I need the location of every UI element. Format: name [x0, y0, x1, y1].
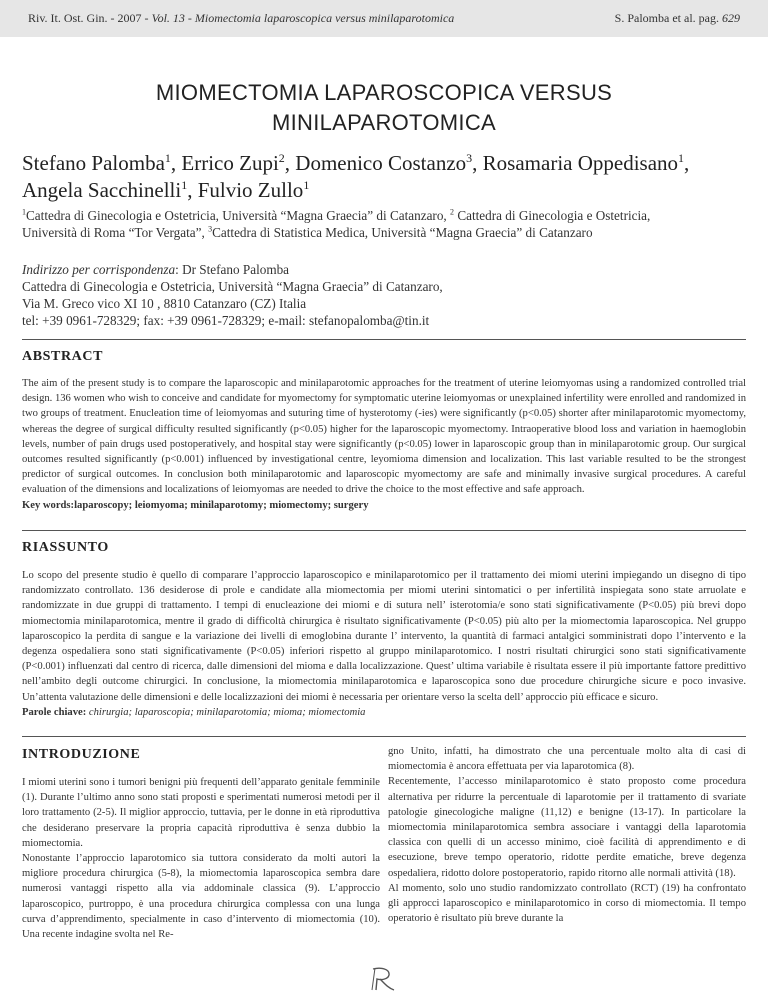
riassunto-keywords: Parole chiave: chirurgia; laparoscopia; minilaparotomia; mioma; miomectomia	[22, 706, 366, 718]
divider	[22, 736, 746, 737]
running-header-left: Riv. It. Ost. Gin. - 2007 - Vol. 13 - Miomectomia laparoscopica versus minilaparotomica	[28, 11, 455, 25]
author-affil-sup: 1	[678, 151, 685, 165]
author-affil-sup: 1	[164, 151, 171, 165]
author-name: Rosamaria Oppedisano	[482, 151, 679, 175]
author-affil-sup: 2	[278, 151, 285, 165]
author-list: Stefano Palomba$^1$, Errico Zupi$^2$, Domenico Costanzo$^3$, Rosamaria Oppedisano$^1$, Angela Sacchinelli$^1$, Fulvio Zullo$^1$	[22, 151, 690, 202]
abstract-heading: ABSTRACT	[22, 349, 104, 364]
running-header	[0, 0, 768, 37]
author-affil-sup: 3	[466, 151, 473, 165]
author-name: Fulvio Zullo	[197, 178, 304, 202]
correspondence-address: Indirizzo per corrispondenza: Dr Stefano Palomba Cattedra di Ginecologia e Ostetricia, Università “Magna Graecia” di Catanzaro, Via M. Greco vico XI 10 , 8810 Catanzaro (CZ) Italia tel: +39 0961-728329; fax: +39 0961-728329; e-mail: stefanopalomba@tin.it	[22, 262, 443, 328]
author-name: Angela Sacchinelli	[22, 178, 182, 202]
affiliations: $^1$Cattedra di Ginecologia e Ostetricia, Università “Magna Graecia” di Catanzaro, $^2$ Cattedra di Ginecologia e Ostetricia, Università di Roma “Tor Vergata”, $^3$Cattedra di Statistica Medica, Università “Magna Graecia” di Catanzaro	[22, 207, 651, 240]
author-name: Errico Zupi	[181, 151, 279, 175]
author-affil-sup: 1	[303, 178, 310, 192]
divider	[22, 339, 746, 340]
page-number: 629	[722, 11, 740, 25]
journal-logo-icon	[363, 966, 403, 992]
riassunto-heading: RIASSUNTO	[22, 540, 109, 555]
author-name: Domenico Costanzo	[295, 151, 467, 175]
intro-right-column: gno Unito, infatti, ha dimostrato che una percentuale molto alta di casi di miomectomia è ancora effettuata per via laparotomica (8). Recentemente, l’accesso minilaparotomico è stato proposto come procedura alternativa per ridurre la percentuale di laparotomie per il trattamento di svariate patologie ginecologiche maligne (11,12) e benigne (13-17). In particolare la miomectomia minilaparotomica sembra associare i vantaggi della laparotomia classica con quelli di un accesso minimo, cioè facilità di apprendimento e di esecuzione, breve tempo operatorio, ridotte perdite ematiche, breve degenza ospedaliera, ridotto dolore postoperatorio, rapido ritorno alle normali attività (18). Al momento, solo uno studio randomizzato controllato (RCT) (19) ha confrontato gli approcci laparoscopico e minilaparotomico in corso di miomectomia. Il tempo operatorio è risultato più breve durante la	[388, 746, 746, 925]
author-name: Stefano Palomba	[22, 151, 165, 175]
introduzione-heading: INTRODUZIONE	[22, 747, 141, 762]
article-title: MIOMECTOMIA LAPAROSCOPICA VERSUS MINILAPAROTOMICA	[155, 80, 613, 135]
abstract-keywords: Key words:laparoscopy; leiomyoma; minilaparotomy; miomectomy; surgery	[22, 499, 369, 511]
riassunto-body: Lo scopo del presente studio è quello di comparare l’approccio laparoscopico e minilaparotomico per il trattamento dei miomi uterini impiegando un disegno di tipo randomizzato controllato. 136 desiderose di prole e candidate alla miomectomia per miomi uterini sintomatici o per infertilità inspiegata sono state arruolate e randomizzate in due gruppi di trattamento. I tempi di enucleazione dei miomi e di sutura nell’ isterotomia/e sono stati significativamente (P<0.05) più brevi dopo miomectomia minilaparotomica, mentre il grado di difficoltà chirurgica è risultato significativamente (P<0.05) più alto per la miomectomia laparoscopica. Nel gruppo laparoscopico la perdita di sangue e la variazione dei livelli di emoglobina durante l’ intervento, la quantità di farmaci antalgici somministrati dopo l’intervento e la degenza ospedaliera sono stati significativamente (P<0.05) inferiori rispetto al gruppo minilaparotomico. I nostri risultati chirurgici sono stati significativamente (P<0.001) influenzati dal centro di ricerca, dalle dimensioni del mioma e dalla localizzazione. Quest’ ultima variabile è risultata essere il più importante fattore predittivo nell’ambito degli outcome chirurgici. In conclusione, la miomectomia minilaparotomica e laparoscopica sono due procedure chirurgiche sicure e poco invasive. Un’attenta valutazione delle dimensioni e delle localizzazioni dei miomi è necessaria per orientare verso la scelta dell’ approccio più efficace e sicuro. Parole chiave: chirurgia; laparoscopia; minilaparotomia; mioma; miomectomia	[22, 568, 746, 720]
running-header-right: S. Palomba et al. pag. 629	[614, 11, 740, 25]
intro-left-column: I miomi uterini sono i tumori benigni più frequenti dell’apparato genitale femminile (1). Durante l’ultimo anno sono stati proposti e sperimentati numerosi metodi per il loro trattamento (2-5). Il miglior approccio, tuttavia, per le donne in età riproduttiva che desiderano preservare la propria capacità riproduttiva è senza dubbio la miomectomia. Nonostante l’approccio laparotomico sia tuttora considerato da molti autori la migliore procedura chirurgica (5-8), la miomectomia laparoscopica sembra dare numerosi vantaggi rispetto alla via addominale classica (9). L’approccio laparoscopico, purtroppo, è una procedura chirurgica complessa con una lunga curva d’apprendimento, specialmente in caso d’intervento di miomectomia (10). Una recente indagine svolta nel Re-	[22, 777, 380, 941]
divider	[22, 530, 746, 531]
abstract-body: The aim of the present study is to compare the laparoscopic and minilaparotomic approaches for the treatment of uterine leiomyomas using a randomized controlled trial design. 136 women who wish to conceive and candidate for myomectomy for symptomatic uterine leiomyomas or unexplained infertility were enrolled and randomized in two groups of treatment. Enucleation time of leiomyomas and suturing time of hysterotomy (-ies) were significantly (p<0.05) shorter after minilaparotomic myomectomy, whereas the degree of surgical difficulty resulted significantly (p<0.05) higher for the laparoscopic myomectomy. Intraoperative blood loss and variation in haemoglobin levels, number of pain drugs used postoperatively, and hospital stay were significantly (p<0.05) lower in laparoscopic group than in minilaparotomic group. Our surgical outcomes resulted significantly (p<0.001) influenced by investigational centre, leyomioma dimension and localization. This last variable resulted to be the strongest predictor of surgical outcomes. In conclusion both minilaparotomic and laparoscopic myomectomy are safe and minimally invasive surgical procedures. A careful evaluation of the dimensions and localizations of leiomyomas are needed to drive the choice to the most effective and safe approach. Key words:laparoscopy; leiomyoma; minilaparotomy; miomectomy; surgery	[22, 376, 746, 513]
author-affil-sup: 1	[181, 178, 188, 192]
